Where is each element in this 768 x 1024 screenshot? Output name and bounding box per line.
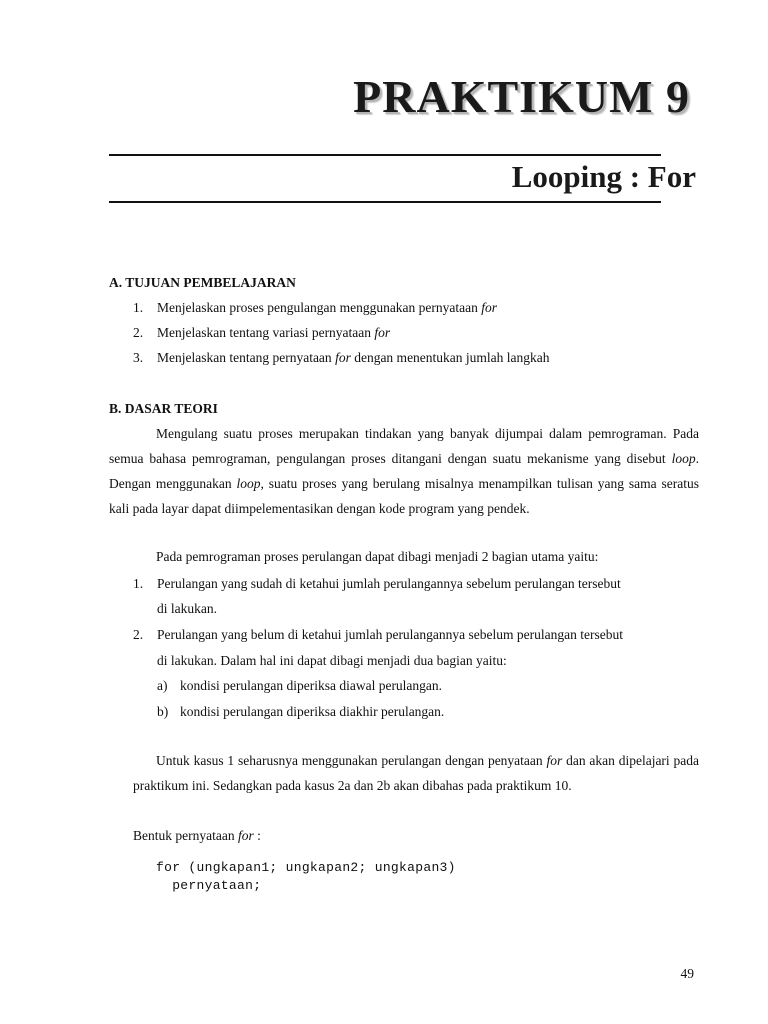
keyword: loop [236, 476, 261, 491]
list-text-tail: dengan menentukan jumlah langkah [350, 350, 550, 365]
keyword: for [546, 753, 563, 768]
loop-type-item-cont: di lakukan. Dalam hal ini dapat dibagi menjadi dua bagian yaitu: [157, 653, 507, 668]
page-number: 49 [680, 966, 694, 981]
sub-text: kondisi perulangan diperiksa diawal perulangan. [180, 678, 443, 693]
list-number: 2. [133, 325, 144, 340]
list-text: Perulangan yang belum di ketahui jumlah perulangannya sebelum perulangan tersebut [157, 627, 623, 642]
keyword: for [335, 350, 351, 365]
list-number: 1. [133, 300, 144, 315]
page-title: PRAKTIKUM 9 [353, 71, 690, 122]
sub-text: kondisi perulangan diperiksa diakhir perulangan. [180, 704, 445, 719]
loop-type-item-cont: di lakukan. [157, 601, 217, 616]
sub-item [157, 678, 442, 694]
list-number: 2. [133, 627, 144, 642]
code-line: pernyataan; [156, 878, 262, 893]
keyword: for [374, 325, 391, 340]
syntax-intro: Bentuk pernyataan for : [133, 828, 261, 843]
title-rule-bottom [109, 201, 661, 203]
theory-paragraph: Mengulang suatu proses merupakan tindakan yang banyak dijumpai dalam pemrograman. Pada semua bahasa pemrograman, pengulangan proses ditangani dengan suatu mekanisme yang disebut loop. Dengan menggunakan loop, suatu proses yang berulang misalnya menampilkan tulisan yang sama seratus kali pada layar dapat diimpelementasikan dengan kode program yang pendek. [109, 426, 699, 516]
section-a-heading: A. TUJUAN PEMBELAJARAN [109, 275, 296, 290]
section-b-heading: B. DASAR TEORI [109, 401, 218, 416]
sub-number: a) [157, 678, 168, 693]
list-text: Perulangan yang sudah di ketahui jumlah perulangannya sebelum perulangan tersebut [157, 576, 621, 591]
objective-item [133, 325, 390, 341]
keyword: loop [671, 451, 696, 466]
code-line: for (ungkapan1; ungkapan2; ungkapan3) [156, 860, 456, 875]
case-paragraph: Untuk kasus 1 seharusnya menggunakan perulangan dengan penyataan for dan akan dipelajari pada praktikum ini. Sedangkan pada kasus 2a dan 2b akan dibahas pada praktikum 10. [133, 753, 699, 793]
keyword: for [481, 300, 498, 315]
loop-type-item [133, 576, 621, 592]
sub-item [157, 704, 444, 720]
objective-item [133, 350, 550, 366]
code-block [156, 859, 456, 895]
list-text: Menjelaskan proses pengulangan menggunakan pernyataan [157, 300, 482, 315]
list-number: 3. [133, 350, 144, 365]
list-number: 1. [133, 576, 144, 591]
list-text: Menjelaskan tentang variasi pernyataan [157, 325, 375, 340]
intro-sentence: Pada pemrograman proses perulangan dapat dibagi menjadi 2 bagian utama yaitu: [156, 549, 599, 564]
loop-type-item [133, 627, 623, 643]
page-subtitle: Looping : For [511, 159, 696, 194]
keyword: for [237, 828, 254, 843]
objective-item [133, 300, 497, 316]
title-rule-top [109, 154, 661, 156]
sub-number: b) [157, 704, 169, 719]
list-text: Menjelaskan tentang pernyataan [157, 350, 336, 365]
